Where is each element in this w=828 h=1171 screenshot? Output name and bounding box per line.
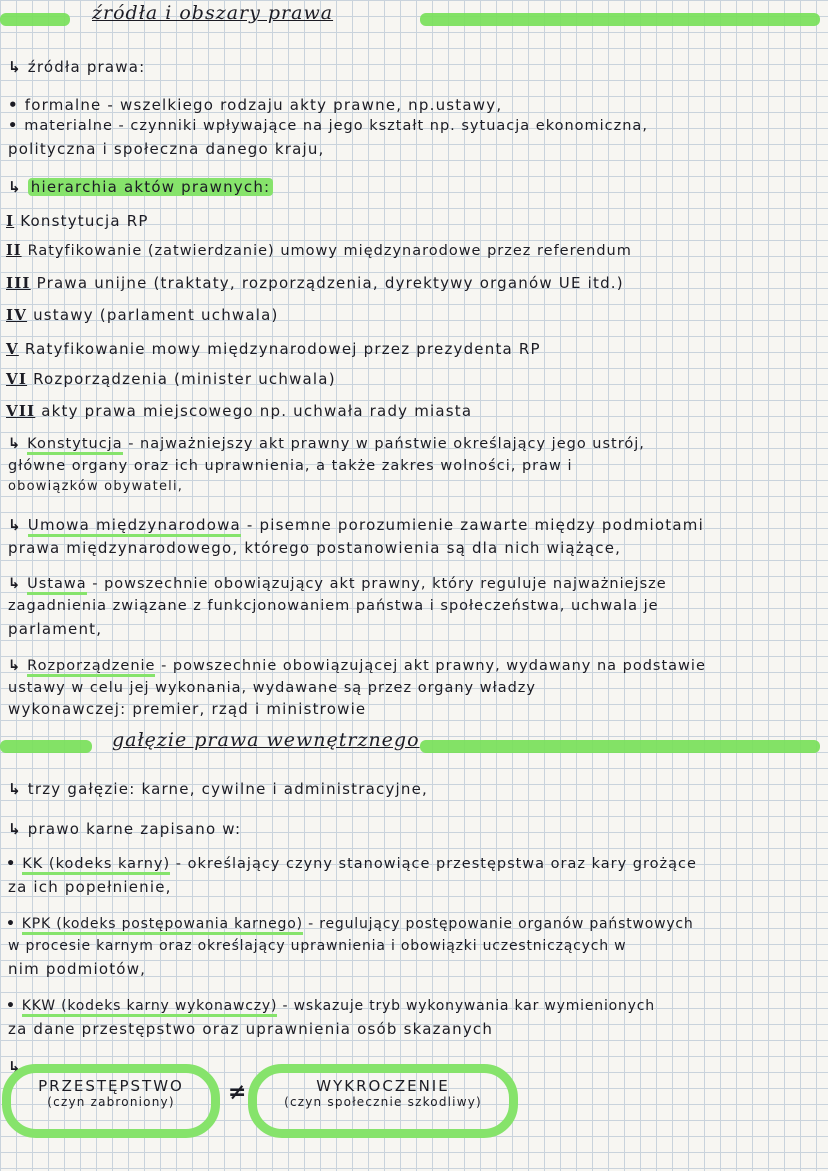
list-item-kpk: • KPK (kodeks postępowania karnego) - regulujący postępowanie organów państwowych	[6, 916, 694, 932]
arrow-icon: ↳	[8, 1058, 22, 1076]
offence-label: WYKROCZENIE	[316, 1077, 450, 1095]
definition-rozporzadzenie: ↳ Rozporządzenie - powszechnie obowiązującej akt prawny, wydawany na podstawie	[8, 658, 706, 674]
hierarchy-item: VII akty prawa miejscowego np. uchwała rady miasta	[6, 402, 473, 420]
arrow-icon: ↳	[8, 58, 22, 76]
bullet-icon: •	[8, 118, 19, 134]
list-item-kkw: • KKW (kodeks karny wykonawczy) - wskazuje tryb wykonywania kar wymienionych	[6, 998, 655, 1014]
arrow-icon: ↳	[8, 516, 22, 534]
definition-konstytucja-line2: główne organy oraz ich uprawnienia, a także zakres wolności, praw i	[8, 458, 573, 474]
arrow-icon: ↳	[8, 658, 22, 674]
offence-sub: (czyn społecznie szkodliwy)	[284, 1095, 482, 1109]
definition-rozporzadzenie-line2: ustawy w celu jej wykonania, wydawane są przez organy władzy	[8, 680, 537, 696]
title-highlight-left-2	[0, 740, 92, 753]
definition-umowa-line2: prawa międzynarodowego, którego postanowienia są dla nich wiążące,	[8, 539, 622, 557]
term-ustawa: Ustawa	[27, 576, 86, 595]
hierarchy-item: IV ustawy (parlament uchwala)	[6, 306, 279, 324]
title-highlight-right-2	[420, 740, 820, 753]
sources-heading: ↳ źródła prawa:	[8, 58, 146, 76]
list-item-material: • materialne - czynniki wpływające na jego kształt np. sytuacja ekonomiczna,	[8, 118, 648, 134]
definition-ustawa-line2: zagadnienia związane z funkcjonowaniem państwa i społeczeństwa, uchwala je	[8, 598, 659, 614]
hierarchy-item: II Ratyfikowanie (zatwierdzanie) umowy międzynarodowe przez referendum	[6, 242, 632, 259]
crime-label: PRZESTĘPSTWO	[38, 1077, 184, 1095]
arrow-icon: ↳	[8, 576, 22, 592]
term-kpk: KPK (kodeks postępowania karnego)	[22, 916, 303, 935]
not-equal-icon: ≠	[228, 1080, 248, 1105]
section-title-sources: źródła i obszary prawa	[92, 2, 334, 24]
definition-ustawa-line3: parlament,	[8, 620, 103, 638]
list-item-formal: • formalne - wszelkiego rodzaju akty prawne, np.ustawy,	[8, 96, 503, 114]
crime-cloud	[2, 1064, 220, 1138]
arrow-icon: ↳	[8, 820, 22, 838]
crime-sub: (czyn zabroniony)	[47, 1095, 175, 1109]
hierarchy-item: I Konstytucja RP	[6, 212, 149, 230]
hierarchy-item: VI Rozporządzenia (minister uchwala)	[6, 370, 336, 388]
list-item-kk-cont: za ich popełnienie,	[8, 878, 172, 896]
term-kk: KK (kodeks karny)	[22, 856, 170, 875]
term-umowa: Umowa międzynarodowa	[28, 516, 241, 537]
term-konstytucja: Konstytucja	[27, 436, 122, 455]
bullet-icon: •	[6, 916, 16, 932]
section-title-branches: gałęzie prawa wewnętrznego	[112, 729, 420, 751]
list-item-kpk-cont: w procesie karnym oraz określający uprawnienia i obowiązki uczestniczących w	[8, 938, 627, 954]
arrow-icon: ↳	[8, 780, 22, 798]
list-item-kkw-cont: za dane przestępstwo oraz uprawnienia osób skazanych	[8, 1020, 494, 1038]
title-highlight-left	[0, 13, 70, 26]
bullet-icon: •	[8, 96, 19, 114]
title-highlight-right	[420, 13, 820, 26]
arrow-icon: ↳	[8, 436, 22, 452]
hierarchy-heading	[8, 178, 273, 196]
definition-konstytucja-line3: obowiązków obywateli,	[8, 479, 184, 494]
term-rozporzadzenie: Rozporządzenie	[27, 658, 155, 677]
list-item-kpk-cont2: nim podmiotów,	[8, 960, 147, 978]
bullet-icon: •	[6, 998, 16, 1014]
list-item-kk: • KK (kodeks karny) - określający czyny stanowiące przestępstwa oraz kary grożące	[6, 856, 697, 872]
arrow-icon: ↳	[8, 178, 22, 196]
list-item-material-cont: polityczna i społeczna danego kraju,	[8, 140, 325, 158]
definition-ustawa: ↳ Ustawa - powszechnie obowiązujący akt prawny, który reguluje najważniejsze	[8, 576, 667, 592]
bullet-icon: •	[6, 856, 17, 872]
definition-umowa: ↳ Umowa międzynarodowa - pisemne porozumienie zawarte między podmiotami	[8, 516, 704, 534]
hierarchy-heading-text: hierarchia aktów prawnych:	[28, 178, 274, 196]
definition-rozporzadzenie-line3: wykonawczej: premier, rząd i ministrowie	[8, 700, 367, 718]
hierarchy-item: V Ratyfikowanie mowy międzynarodowej przez prezydenta RP	[6, 340, 541, 358]
hierarchy-item: III Prawa unijne (traktaty, rozporządzenia, dyrektywy organów UE itd.)	[6, 274, 624, 292]
offence-cloud	[248, 1064, 518, 1138]
criminal-law-heading: ↳ prawo karne zapisano w:	[8, 820, 242, 838]
term-kkw: KKW (kodeks karny wykonawczy)	[22, 998, 278, 1017]
three-branches: ↳ trzy gałęzie: karne, cywilne i administracyjne,	[8, 780, 429, 798]
definition-konstytucja: ↳ Konstytucja - najważniejszy akt prawny w państwie określający jego ustrój,	[8, 436, 645, 452]
